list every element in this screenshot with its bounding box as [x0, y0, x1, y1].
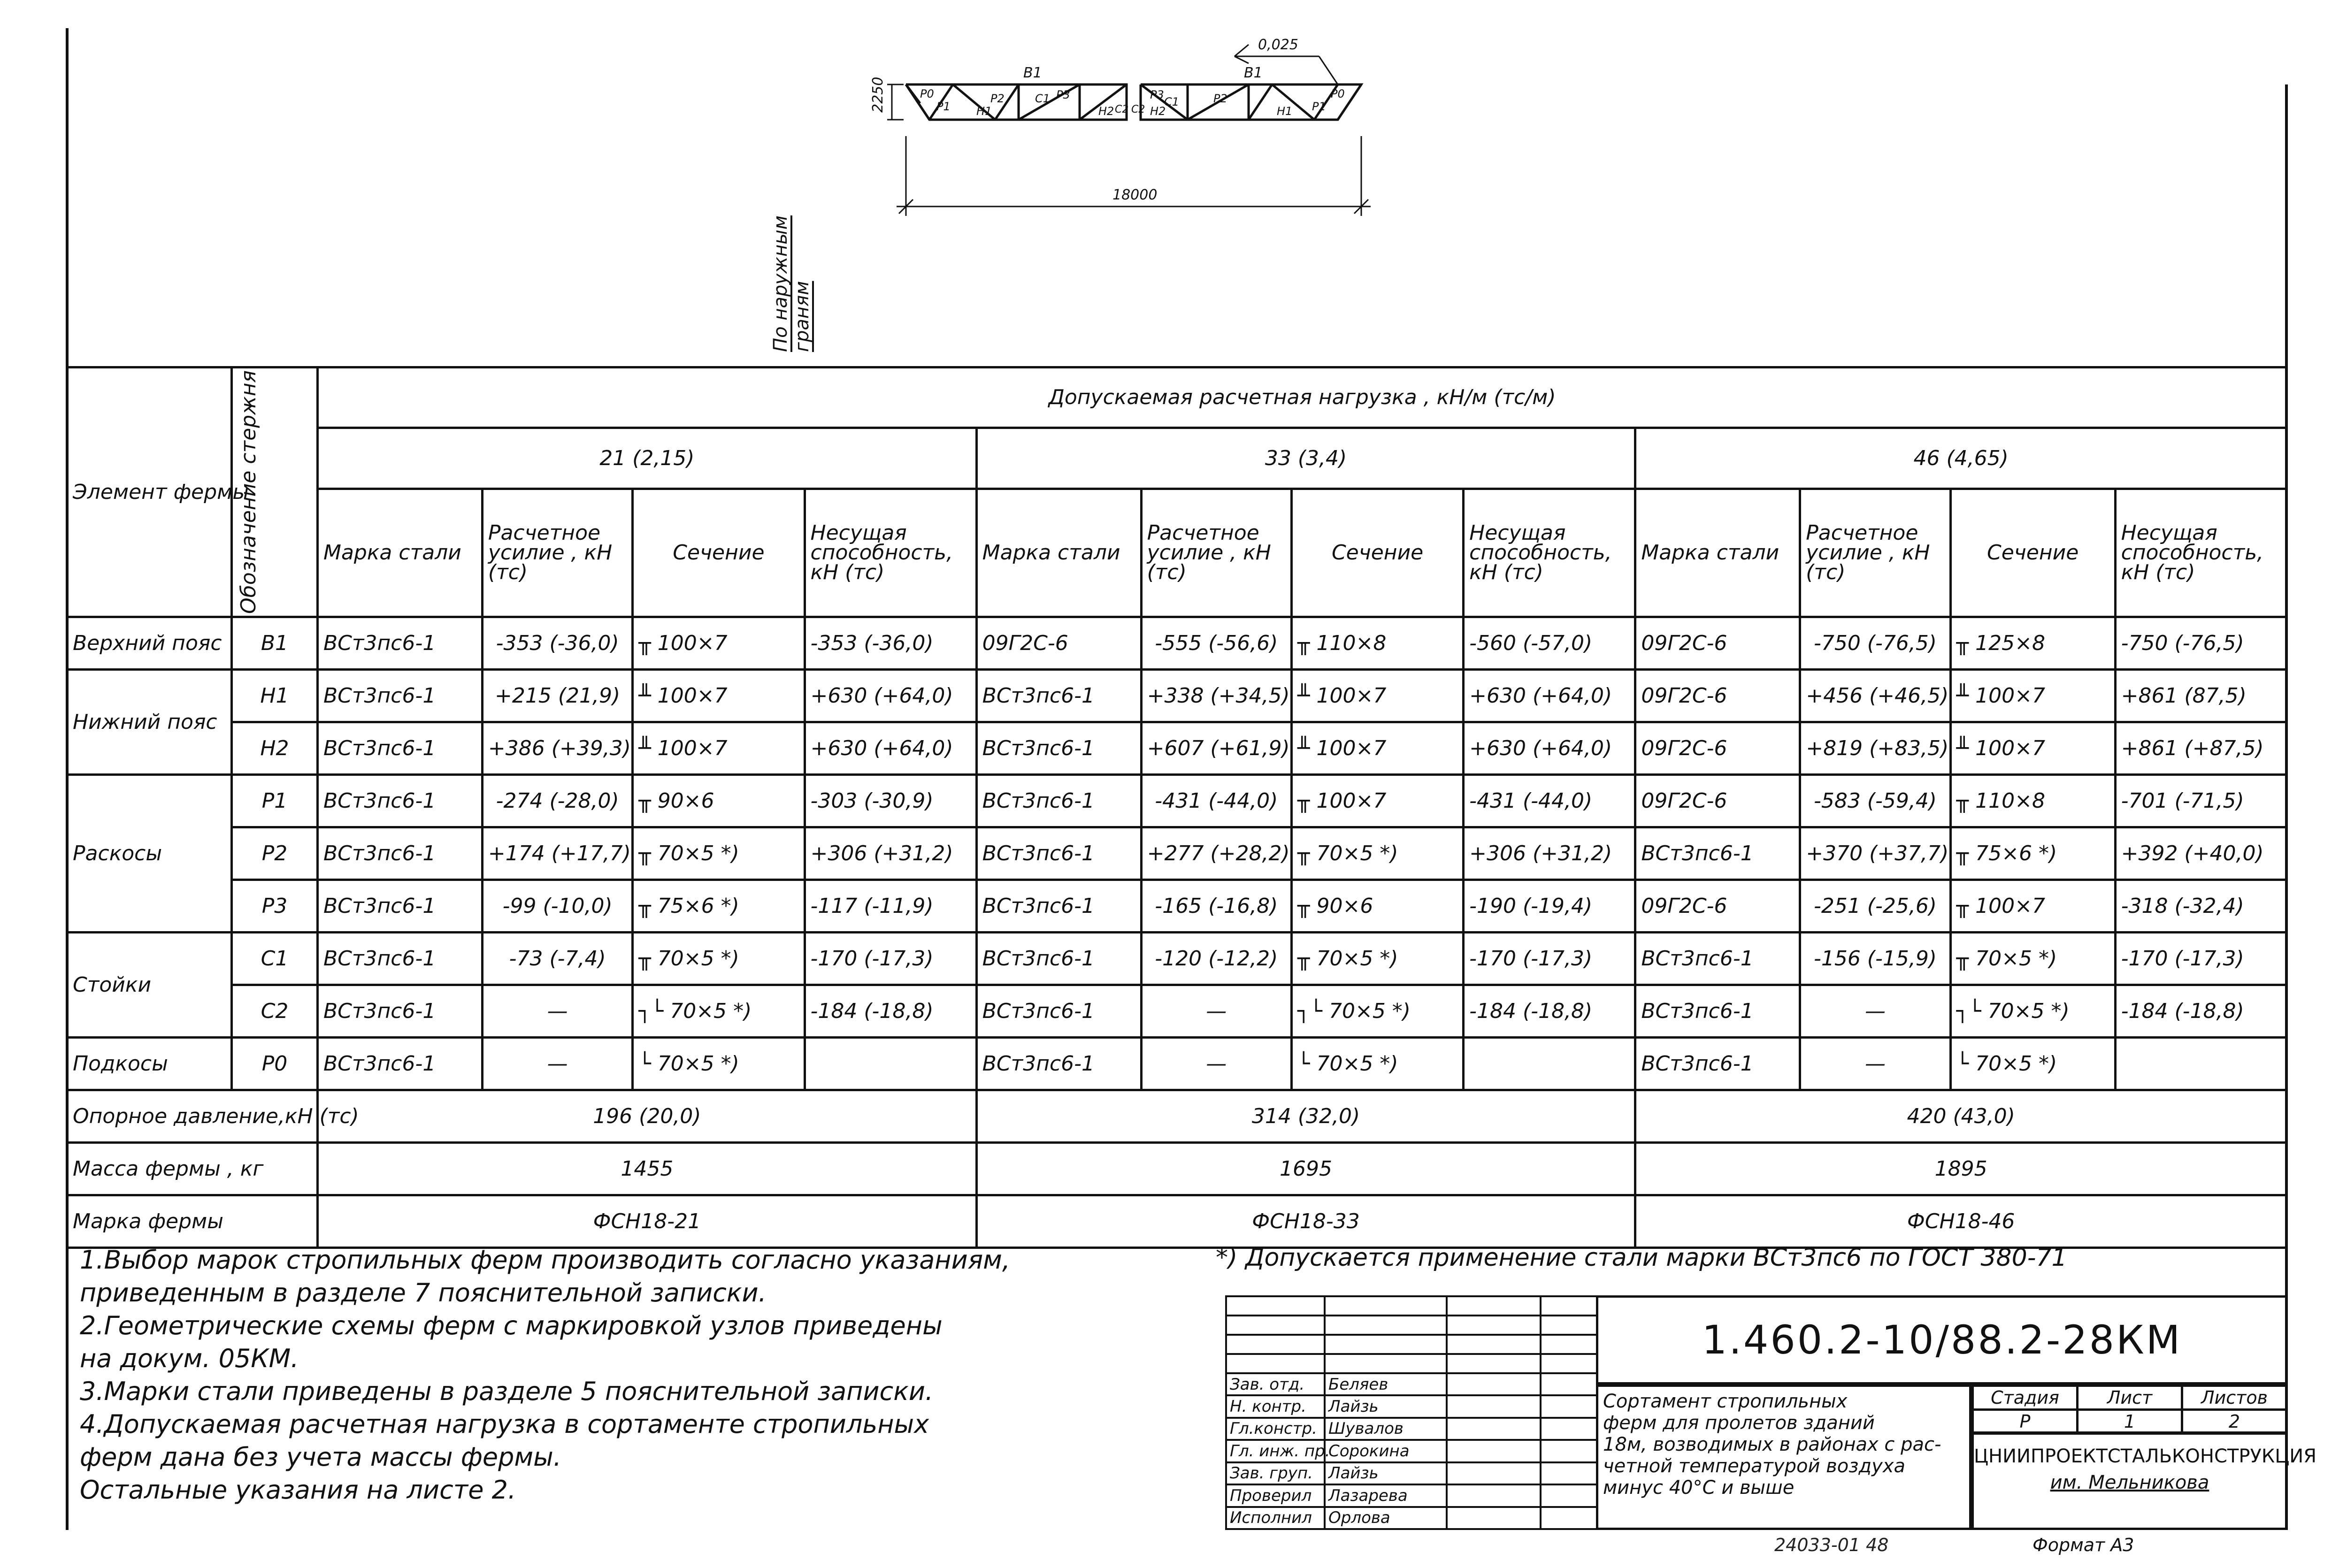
- table-cell: +861 (+87,5): [2115, 722, 2286, 775]
- summary-value: ФСН18-33: [976, 1195, 1635, 1248]
- rod-id: Н1: [231, 670, 317, 722]
- table-cell: ╥ 100×7: [633, 617, 805, 670]
- table-cell: -353 (-36,0): [805, 617, 976, 670]
- table-cell: -165 (-16,8): [1141, 880, 1291, 933]
- table-cell: -170 (-17,3): [2115, 933, 2286, 985]
- archive-code: 24033-01 48: [1774, 1535, 1889, 1555]
- summary-value: 314 (32,0): [976, 1090, 1635, 1143]
- table-cell: +630 (+64,0): [1464, 722, 1635, 775]
- element-name: Верхний пояс: [67, 617, 232, 670]
- signer-row: [1226, 1440, 1597, 1462]
- subcol-header: Сечение: [633, 489, 805, 617]
- table-cell: +306 (+31,2): [805, 827, 976, 880]
- table-cell: └ 70×5 *): [1292, 1038, 1464, 1090]
- table-cell: ╥ 70×5 *): [1950, 933, 2115, 985]
- signature-date: [1541, 1507, 1597, 1530]
- signer-role: Н. контр.: [1226, 1395, 1325, 1417]
- notes-block: [80, 1244, 1244, 1507]
- table-cell: ┐└ 70×5 *): [1292, 985, 1464, 1038]
- signer-row: [1226, 1484, 1597, 1507]
- table-cell: ВСт3пс6-1: [1635, 933, 1800, 985]
- table-cell: -184 (-18,8): [1464, 985, 1635, 1038]
- organization-name: ЦНИИПРОЕКТСТАЛЬКОНСТРУКЦИЯ: [1974, 1446, 2316, 1467]
- label-p3-left: Р3: [1056, 88, 1070, 101]
- signer-name: Беляев: [1325, 1373, 1447, 1395]
- label-p2-right: Р2: [1213, 92, 1227, 105]
- label-b1-right: В1: [1244, 65, 1263, 81]
- label-c2-left: С2: [1115, 104, 1129, 115]
- empty-cell: [1541, 1296, 1597, 1316]
- empty-cell: [1447, 1354, 1541, 1373]
- table-cell: └ 70×5 *): [633, 1038, 805, 1090]
- table-cell: └ 70×5 *): [1950, 1038, 2115, 1090]
- table-cell: -190 (-19,4): [1464, 880, 1635, 933]
- table-cell: ВСт3пс6-1: [976, 880, 1141, 933]
- rod-id: С2: [231, 985, 317, 1038]
- label-h1-left: Н1: [976, 105, 992, 118]
- rod-id: В1: [231, 617, 317, 670]
- empty-cell: [1226, 1335, 1325, 1354]
- table-cell: ВСт3пс6-1: [318, 933, 483, 985]
- empty-cell: [1226, 1296, 1325, 1316]
- signature: [1447, 1373, 1541, 1395]
- label-c1-left: С1: [1035, 92, 1051, 105]
- note-line: Остальные указания на листе 2.: [80, 1475, 516, 1505]
- table-cell: -353 (-36,0): [482, 617, 632, 670]
- label-p1-right: Р1: [1312, 100, 1326, 113]
- load-group-2: 33 (3,4): [976, 428, 1635, 489]
- empty-cell: [1325, 1296, 1447, 1316]
- signer-row: [1226, 1418, 1597, 1440]
- rod-id: Р3: [231, 880, 317, 933]
- summary-value: 1695: [976, 1143, 1635, 1195]
- table-cell: ВСт3пс6-1: [318, 1038, 483, 1090]
- element-name: Подкосы: [67, 1038, 232, 1090]
- table-cell: [1464, 1038, 1635, 1090]
- signer-role: Зав. груп.: [1226, 1462, 1325, 1484]
- table-cell: ╥ 90×6: [633, 775, 805, 827]
- signer-name: Лазарева: [1325, 1484, 1447, 1507]
- sheets-value: 2: [2182, 1410, 2287, 1434]
- table-cell: -120 (-12,2): [1141, 933, 1291, 985]
- table-cell: —: [1141, 1038, 1291, 1090]
- table-cell: ВСт3пс6-1: [1635, 1038, 1800, 1090]
- signer-row-empty: [1226, 1335, 1597, 1354]
- empty-cell: [1447, 1296, 1541, 1316]
- table-cell: ВСт3пс6-1: [976, 775, 1141, 827]
- table-cell: +370 (+37,7): [1800, 827, 1950, 880]
- table-cell: -170 (-17,3): [1464, 933, 1635, 985]
- summary-value: ФСН18-21: [318, 1195, 977, 1248]
- empty-cell: [1226, 1354, 1325, 1373]
- table-cell: ╨ 100×7: [1292, 670, 1464, 722]
- table-cell: ╥ 125×8: [1950, 617, 2115, 670]
- table-cell: -117 (-11,9): [805, 880, 976, 933]
- side-note: По наружным граням: [770, 215, 813, 352]
- span-label: 18000: [1112, 187, 1158, 203]
- signer-row: [1226, 1507, 1597, 1530]
- table-cell: -555 (-56,6): [1141, 617, 1291, 670]
- table-cell: —: [482, 985, 632, 1038]
- signature-date: [1541, 1373, 1597, 1395]
- note-line: 2.Геометрические схемы ферм с маркировкой узлов приведены: [80, 1311, 943, 1340]
- element-name: Раскосы: [67, 775, 232, 933]
- table-cell: 09Г2С-6: [976, 617, 1141, 670]
- table-cell: +306 (+31,2): [1464, 827, 1635, 880]
- table-cell: [805, 1038, 976, 1090]
- load-group-3: 46 (4,65): [1635, 428, 2287, 489]
- load-group-1: 21 (2,15): [318, 428, 977, 489]
- table-cell: 09Г2С-6: [1635, 617, 1800, 670]
- table-row: [67, 827, 2287, 880]
- table-cell: +392 (+40,0): [2115, 827, 2286, 880]
- signer-role: Зав. отд.: [1226, 1373, 1325, 1395]
- table-cell: ВСт3пс6-1: [318, 670, 483, 722]
- table-cell: -583 (-59,4): [1800, 775, 1950, 827]
- empty-cell: [1447, 1335, 1541, 1354]
- empty-cell: [1325, 1354, 1447, 1373]
- table-cell: -274 (-28,0): [482, 775, 632, 827]
- empty-cell: [1325, 1316, 1447, 1335]
- table-cell: +861 (87,5): [2115, 670, 2286, 722]
- rod-id: Р1: [231, 775, 317, 827]
- empty-cell: [1226, 1316, 1325, 1335]
- signer-name: Орлова: [1325, 1507, 1447, 1530]
- signature: [1447, 1440, 1541, 1462]
- signature-table: [1225, 1295, 1598, 1530]
- signer-role: Гл. инж. пр.: [1226, 1440, 1325, 1462]
- table-cell: -431 (-44,0): [1464, 775, 1635, 827]
- empty-cell: [1541, 1316, 1597, 1335]
- organization-sub: им. Мельникова: [2050, 1472, 2209, 1493]
- table-cell: ╥ 90×6: [1292, 880, 1464, 933]
- table-cell: ВСт3пс6-1: [318, 617, 483, 670]
- table-row: [67, 775, 2287, 827]
- table-cell: ┐└ 70×5 *): [633, 985, 805, 1038]
- table-cell: 09Г2С-6: [1635, 880, 1800, 933]
- note-line: приведенным в разделе 7 пояснительной записки.: [80, 1278, 767, 1308]
- rod-id: Р0: [231, 1038, 317, 1090]
- label-c2-right: С2: [1131, 104, 1145, 115]
- signature: [1447, 1462, 1541, 1484]
- signer-name: Лайзь: [1325, 1395, 1447, 1417]
- table-cell: ВСт3пс6-1: [318, 722, 483, 775]
- table-cell: ВСт3пс6-1: [318, 827, 483, 880]
- signature: [1447, 1507, 1541, 1530]
- table-cell: ╥ 70×5 *): [633, 827, 805, 880]
- table-cell: -303 (-30,9): [805, 775, 976, 827]
- table-row: [67, 1038, 2287, 1090]
- table-cell: ╥ 100×7: [1950, 880, 2115, 933]
- table-cell: -156 (-15,9): [1800, 933, 1950, 985]
- subcol-header: Расчетное усилие , кН (тс): [1800, 489, 1950, 617]
- table-cell: -318 (-32,4): [2115, 880, 2286, 933]
- truss-assortment-table: [66, 366, 2288, 1249]
- note-line: ферм дана без учета массы фермы.: [80, 1442, 561, 1472]
- table-cell: ╥ 75×6 *): [1950, 827, 2115, 880]
- document-code: 1.460.2-10/88.2-28КМ: [1596, 1295, 2288, 1384]
- table-cell: 09Г2С-6: [1635, 722, 1800, 775]
- table-cell: ╨ 100×7: [1292, 722, 1464, 775]
- summary-label: Опорное давление,кН (тс): [67, 1090, 318, 1143]
- col-element-header: Элемент фермы: [67, 367, 232, 617]
- subcol-header: Марка стали: [318, 489, 483, 617]
- document-description: Сортамент стропильных ферм для пролетов зданий 18м, возводимых в районах с рас- четной температурой воздуха минус 40°С и выше: [1596, 1384, 1971, 1530]
- note-line: 4.Допускаемая расчетная нагрузка в сортаменте стропильных: [80, 1409, 929, 1439]
- signer-row: [1226, 1395, 1597, 1417]
- table-cell: +277 (+28,2): [1141, 827, 1291, 880]
- label-c1-right: С1: [1164, 95, 1180, 108]
- table-cell: -184 (-18,8): [2115, 985, 2286, 1038]
- table-cell: ВСт3пс6-1: [976, 722, 1141, 775]
- table-cell: ВСт3пс6-1: [1635, 985, 1800, 1038]
- signer-row-empty: [1226, 1316, 1597, 1335]
- table-cell: ╨ 100×7: [633, 670, 805, 722]
- summary-value: 1895: [1635, 1143, 2287, 1195]
- table-cell: ВСт3пс6-1: [976, 670, 1141, 722]
- label-b1-left: В1: [1023, 65, 1042, 81]
- table-cell: +215 (21,9): [482, 670, 632, 722]
- table-cell: +630 (+64,0): [1464, 670, 1635, 722]
- table-row: [67, 617, 2287, 670]
- signer-name: Лайзь: [1325, 1462, 1447, 1484]
- col-rod-header: Обозначение стержня: [231, 367, 317, 617]
- label-p1-left: Р1: [936, 100, 951, 113]
- table-cell: ВСт3пс6-1: [318, 985, 483, 1038]
- subcol-header: Несущая способность, кН (тс): [805, 489, 976, 617]
- summary-label: Масса фермы , кг: [67, 1143, 318, 1195]
- sheet-format: Формат А3: [2033, 1535, 2134, 1555]
- table-cell: +630 (+64,0): [805, 670, 976, 722]
- summary-value: 1455: [318, 1143, 977, 1195]
- table-row: [67, 985, 2287, 1038]
- table-cell: ╥ 110×8: [1950, 775, 2115, 827]
- signature-date: [1541, 1395, 1597, 1417]
- table-cell: +456 (+46,5): [1800, 670, 1950, 722]
- element-name: Стойки: [67, 933, 232, 1038]
- table-row: [67, 670, 2287, 722]
- table-row: [67, 880, 2287, 933]
- table-cell: ╥ 70×5 *): [633, 933, 805, 985]
- table-cell: -251 (-25,6): [1800, 880, 1950, 933]
- note-line: на докум. 05КМ.: [80, 1344, 299, 1373]
- table-cell: ВСт3пс6-1: [318, 880, 483, 933]
- subcol-header: Несущая способность, кН (тс): [1464, 489, 1635, 617]
- label-h1-right: Н1: [1277, 105, 1293, 118]
- table-cell: -701 (-71,5): [2115, 775, 2286, 827]
- empty-cell: [1325, 1335, 1447, 1354]
- signer-role: Исполнил: [1226, 1507, 1325, 1530]
- label-p2-left: Р2: [990, 92, 1005, 105]
- table-cell: -73 (-7,4): [482, 933, 632, 985]
- table-cell: 09Г2С-6: [1635, 775, 1800, 827]
- title-block: [1225, 1295, 2316, 1530]
- signer-row-empty: [1226, 1296, 1597, 1316]
- table-cell: ╥ 70×5 *): [1292, 933, 1464, 985]
- sheet-value: 1: [2078, 1410, 2182, 1434]
- subcol-header: Несущая способность, кН (тс): [2115, 489, 2286, 617]
- signer-row: [1226, 1462, 1597, 1484]
- signer-row: [1226, 1373, 1597, 1395]
- height-label: 2250: [870, 76, 886, 113]
- label-h2-left: Н2: [1098, 105, 1114, 118]
- table-cell: -750 (-76,5): [2115, 617, 2286, 670]
- table-cell: -560 (-57,0): [1464, 617, 1635, 670]
- sheet-label: Лист: [2078, 1386, 2182, 1410]
- table-cell: +174 (+17,7): [482, 827, 632, 880]
- summary-row: [67, 1195, 2287, 1248]
- signer-role: Гл.констр.: [1226, 1418, 1325, 1440]
- summary-value: 420 (43,0): [1635, 1090, 2287, 1143]
- table-row: [67, 722, 2287, 775]
- signature-date: [1541, 1418, 1597, 1440]
- table-cell: ╥ 100×7: [1292, 775, 1464, 827]
- empty-cell: [1447, 1316, 1541, 1335]
- summary-value: ФСН18-46: [1635, 1195, 2287, 1248]
- sheets-label: Листов: [2182, 1386, 2287, 1410]
- table-cell: +386 (+39,3): [482, 722, 632, 775]
- load-header: Допускаемая расчетная нагрузка , кН/м (тс/м): [318, 367, 2287, 428]
- stage-label: Стадия: [1973, 1386, 2078, 1410]
- table-cell: ВСт3пс6-1: [976, 1038, 1141, 1090]
- empty-cell: [1541, 1335, 1597, 1354]
- signer-role: Проверил: [1226, 1484, 1325, 1507]
- signer-row-empty: [1226, 1354, 1597, 1373]
- table-cell: ╨ 100×7: [1950, 722, 2115, 775]
- subcol-header: Сечение: [1292, 489, 1464, 617]
- subcol-header: Расчетное усилие , кН (тс): [482, 489, 632, 617]
- table-cell: +607 (+61,9): [1141, 722, 1291, 775]
- footnote-steel: *) Допускается применение стали марки ВСт3пс6 по ГОСТ 380-71: [1216, 1244, 2067, 1272]
- summary-label: Марка фермы: [67, 1195, 318, 1248]
- table-cell: ┐└ 70×5 *): [1950, 985, 2115, 1038]
- label-h2-right: Н2: [1150, 105, 1166, 118]
- element-name: Нижний пояс: [67, 670, 232, 775]
- signature-date: [1541, 1462, 1597, 1484]
- table-cell: ВСт3пс6-1: [976, 933, 1141, 985]
- table-cell: —: [1800, 985, 1950, 1038]
- table-cell: +338 (+34,5): [1141, 670, 1291, 722]
- subcol-header: Расчетное усилие , кН (тс): [1141, 489, 1291, 617]
- table-cell: ВСт3пс6-1: [1635, 827, 1800, 880]
- signature: [1447, 1395, 1541, 1417]
- table-cell: —: [1800, 1038, 1950, 1090]
- table-cell: ╥ 75×6 *): [633, 880, 805, 933]
- stage-value: Р: [1973, 1410, 2078, 1434]
- label-p3-right: Р3: [1150, 88, 1164, 101]
- signature-date: [1541, 1440, 1597, 1462]
- table-cell: ╥ 110×8: [1292, 617, 1464, 670]
- table-cell: +819 (+83,5): [1800, 722, 1950, 775]
- subcol-header: Марка стали: [1635, 489, 1800, 617]
- signature-date: [1541, 1484, 1597, 1507]
- summary-row: [67, 1143, 2287, 1195]
- subcol-header: Сечение: [1950, 489, 2115, 617]
- signer-name: Сорокина: [1325, 1440, 1447, 1462]
- signature: [1447, 1484, 1541, 1507]
- label-p0-right: Р0: [1331, 87, 1345, 100]
- signer-name: Шувалов: [1325, 1418, 1447, 1440]
- table-cell: 09Г2С-6: [1635, 670, 1800, 722]
- table-cell: [2115, 1038, 2286, 1090]
- organization: [1971, 1431, 2316, 1530]
- summary-value: 196 (20,0): [318, 1090, 977, 1143]
- note-line: 3.Марки стали приведены в разделе 5 пояснительной записки.: [80, 1377, 934, 1406]
- table-cell: -184 (-18,8): [805, 985, 976, 1038]
- table-cell: -170 (-17,3): [805, 933, 976, 985]
- subcol-header: Марка стали: [976, 489, 1141, 617]
- table-row: [67, 933, 2287, 985]
- slope-label: 0,025: [1258, 37, 1298, 53]
- table-cell: ╨ 100×7: [633, 722, 805, 775]
- signature: [1447, 1418, 1541, 1440]
- summary-row: [67, 1090, 2287, 1143]
- empty-cell: [1541, 1354, 1597, 1373]
- note-line: 1.Выбор марок стропильных ферм производить согласно указаниям,: [80, 1245, 1011, 1275]
- table-cell: -431 (-44,0): [1141, 775, 1291, 827]
- table-cell: ВСт3пс6-1: [976, 827, 1141, 880]
- rod-id: Н2: [231, 722, 317, 775]
- truss-diagram: [775, 19, 1526, 347]
- table-cell: ВСт3пс6-1: [976, 985, 1141, 1038]
- table-cell: -99 (-10,0): [482, 880, 632, 933]
- table-cell: ╥ 70×5 *): [1292, 827, 1464, 880]
- table-cell: -750 (-76,5): [1800, 617, 1950, 670]
- table-cell: ВСт3пс6-1: [318, 775, 483, 827]
- table-cell: —: [482, 1038, 632, 1090]
- rod-id: С1: [231, 933, 317, 985]
- table-cell: —: [1141, 985, 1291, 1038]
- table-cell: +630 (+64,0): [805, 722, 976, 775]
- label-p0-left: Р0: [920, 87, 934, 100]
- table-cell: ╨ 100×7: [1950, 670, 2115, 722]
- rod-id: Р2: [231, 827, 317, 880]
